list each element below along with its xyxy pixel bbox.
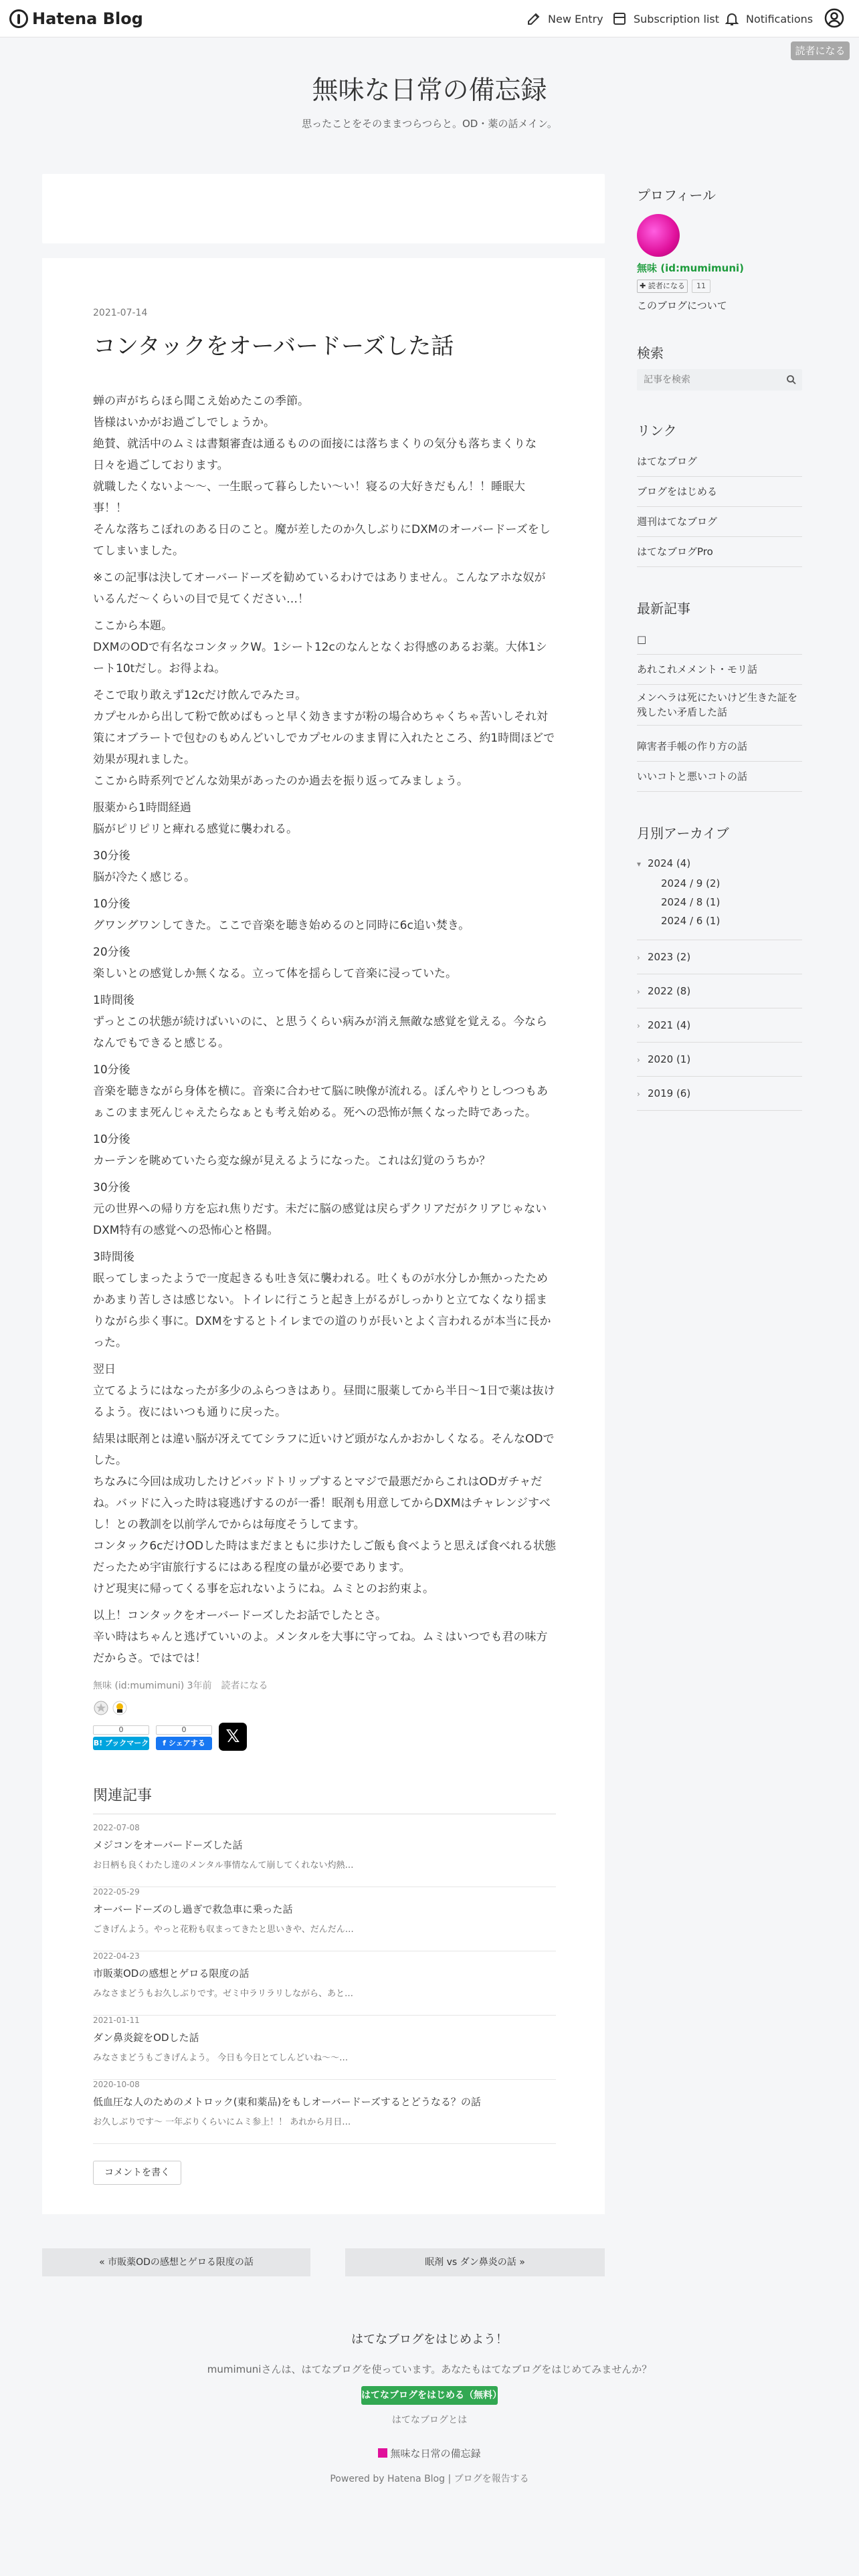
archive-year-label[interactable]: 2022 (8)	[648, 985, 691, 997]
subscription-list-link[interactable]	[611, 8, 719, 29]
next-article-link[interactable]: 眠剤 vs ダン鼻炎の話 »	[345, 2248, 605, 2276]
bell-icon	[724, 11, 740, 27]
reader-avatar-icon[interactable]	[112, 1700, 128, 1716]
facebook-share-button[interactable]: f シェアする	[156, 1737, 212, 1750]
edit-icon	[526, 11, 542, 27]
related-excerpt: お日柄も良くわたし達のメンタル事情なんて崩してくれない灼熱…	[93, 1860, 354, 1870]
recent-post-link[interactable]: 障害者手帳の作り方の話	[637, 732, 802, 762]
article-paragraph: 結果は眠剤とは違い脳が冴えててシラフに近いけど頭がなんかおかしくなる。そんなODでした。 ちなみに今回は成功したけどバッドトリップするとマジで最悪だからこれはODガチャだね。バッドに入った時は寝逃げするのが一番！眠剤も用意してからDXMはチャレンジすべし！との教訓を以前学んでからは毎度そうしてます。 コンタック6cだけODした時はまだまともに歩けたしご飯も食べようと思えば食べれる状態だったため宇宙旅行するにはある程度の量が必要であります。 けど現実に帰ってくる事を忘れないようにね。ムミとのお約束よ。	[93, 1432, 556, 1596]
hatena-logo-icon	[9, 9, 28, 28]
chevron-right-icon: ›	[637, 987, 640, 996]
ad-placeholder	[42, 174, 605, 243]
search-box	[637, 369, 802, 391]
related-article-item[interactable]	[93, 2080, 556, 2144]
subscription-list-label: Subscription list	[634, 12, 719, 25]
article-paragraph: そこで取り敢えず12cだけ飲んでみたヨ。 カプセルから出して粉で飲めばもっと早く効きますが粉の場合めちゃくちゃ苦いしそれ対策にオブラートで包むのもめんどいしでカプセルのまま胃に入れたところ、約1時間ほどで効果が現れました。 ここから時系列でどんな効果があったのか過去を振り返ってみましょう。	[93, 689, 555, 788]
x-share-button[interactable]: 𝕏	[219, 1723, 247, 1751]
facebook-share[interactable]	[156, 1725, 212, 1751]
footer-headline: はてなブログをはじめよう！	[351, 2333, 508, 2347]
related-article-item[interactable]	[93, 1951, 556, 2016]
archive-year-label[interactable]: 2024 (4)	[648, 857, 691, 869]
archive-month-link[interactable]: 2024 / 6 (1)	[661, 915, 721, 927]
article-paragraph: 3時間後 眠ってしまったようで一度起きるも吐き気に襲われる。吐くものが水分しか無かったためかあまり苦しさは感じない。トイレに行こうと起き上がるがしっかりと立てなくなり揺まりながら歩く事に。DXMをするとトイレまでの道のりが長いとよく言われるが本当に長かった。	[93, 1251, 551, 1350]
related-date: 2022-07-08	[93, 1823, 140, 1832]
hatena-blog-logo[interactable]	[9, 8, 143, 29]
archive-month-link[interactable]: 2024 / 8 (1)	[661, 896, 721, 908]
footer-blog-link[interactable]	[0, 2446, 859, 2460]
footer-text: mumimuniさんは、はてなブログを使っています。あなたもはてなブログをはじめてみませんか？	[207, 2363, 652, 2375]
about-hatena-blog-link[interactable]: はてなブログとは	[391, 2415, 468, 2426]
related-articles-heading: 関連記事	[93, 1788, 153, 1804]
search-input[interactable]	[637, 369, 781, 391]
search-icon[interactable]	[786, 374, 797, 385]
archive-year-label[interactable]: 2020 (1)	[648, 1053, 691, 1065]
related-date: 2022-05-29	[93, 1887, 140, 1897]
article-paragraph: 1時間後 ずっとこの状態が続けばいいのに、と思うくらい病みが消え無敵な感覚を覚える。今ならなんでもできると感じる。	[93, 994, 547, 1050]
logo-text: Hatena Blog	[32, 9, 143, 28]
related-title[interactable]: 市販薬ODの感想とゲロる限度の話	[93, 1967, 250, 1979]
archive-year-label[interactable]: 2021 (4)	[648, 1019, 691, 1031]
article-author-line[interactable]: 無味 (id:mumimuni) 3年前 読者になる	[93, 1681, 268, 1691]
related-title[interactable]: オーバードーズのし過ぎで救急車に乗った話	[93, 1903, 293, 1915]
related-article-item[interactable]	[93, 1823, 556, 1887]
add-star-icon[interactable]	[93, 1700, 109, 1716]
chevron-right-icon: ›	[637, 1089, 640, 1099]
article-date[interactable]: 2021-07-14	[93, 308, 148, 318]
footer-blog-name[interactable]: 無味な日常の備忘録	[390, 2448, 481, 2460]
sidebar-link[interactable]: ブログをはじめる	[637, 477, 802, 507]
related-article-item[interactable]	[93, 1887, 556, 1951]
article-paragraph: 翌日 立てるようにはなったが多少のふらつきはあり。昼間に服薬してから半日〜1日で薬は抜けるよう。夜にはいつも通りに戻った。	[93, 1363, 555, 1419]
related-article-item[interactable]	[93, 2016, 556, 2080]
article-paragraph: 服薬から1時間経過 脳がピリピリと痺れる感覚に襲われる。	[93, 801, 298, 836]
notifications-link[interactable]	[724, 8, 813, 29]
archive-year[interactable]	[637, 1008, 802, 1043]
profile-avatar[interactable]	[637, 214, 680, 257]
hatena-bookmark-share[interactable]	[93, 1725, 149, 1751]
profile-reader-count: 11	[692, 280, 710, 293]
article-paragraph: 蝉の声がちらほら聞こえ始めたこの季節。 皆様はいかがお過ごしでしょうか。 絶賛、就活中のムミは書類審査は通るものの面接には落ちまくりの気分も落ちまくりな日々を過ごしております。 就職したくないよ〜〜、一生眠って暮らしたい〜い！寝るの大好きだもん！！睡眠大事！！ そんな落ちこぼれのある日のこと。魔が差したのか久しぶりにDXMのオーバードーズをしてしまいました。	[93, 395, 551, 558]
blog-description: 思ったことをそのままつらつらと。OD・薬の話メイン。	[302, 118, 557, 130]
related-title[interactable]: ダン鼻炎錠をODした話	[93, 2032, 199, 2044]
recent-post-link[interactable]: いいコトと悪いコトの話	[637, 762, 802, 792]
profile-heading: プロフィール	[637, 187, 716, 203]
article-paragraph: 10分後 グワングワンしてきた。ここで音楽を聴き始めるのと同時に6c追い焚き。	[93, 897, 470, 932]
chevron-down-icon: ▾	[637, 859, 642, 869]
related-excerpt: ごきげんよう。やっと花粉も収まってきたと思いきや、だんだん…	[93, 1925, 354, 1935]
blog-favicon-icon	[378, 2448, 387, 2458]
related-excerpt: みなさまどうもお久しぶりです。ゼミ中ラリラリしながら、あと…	[93, 1989, 353, 1999]
archive-year[interactable]	[637, 1043, 802, 1077]
chevron-right-icon: ›	[637, 1055, 640, 1065]
archive-year[interactable]	[637, 1077, 802, 1111]
article-paragraph: 20分後 楽しいとの感覚しか無くなる。立って体を揺らして音楽に浸っていた。	[93, 946, 457, 980]
article-title[interactable]: コンタックをオーバードーズした話	[93, 333, 454, 360]
article-paragraph: 30分後 元の世界への帰り方を忘れ焦りだす。未だに脳の感覚は戻らずクリアだがクリアじゃないDXM特有の感覚への恐怖心と格闘。	[93, 1181, 547, 1237]
profile-follow-button[interactable]: ✚ 読者になる	[637, 280, 688, 293]
related-date: 2021-01-11	[93, 2016, 140, 2025]
archive-year[interactable]	[637, 940, 802, 974]
blog-title[interactable]: 無味な日常の備忘録	[312, 76, 547, 106]
related-title[interactable]: 低血圧な人のためのメトロック(東和薬品)をもしオーバードーズするとどうなる？の話	[93, 2096, 481, 2108]
write-comment-button[interactable]: コメントを書く	[93, 2161, 181, 2185]
related-date: 2020-10-08	[93, 2080, 140, 2089]
sidebar-link[interactable]: 週刊はてなブログ	[637, 507, 802, 537]
hatebu-button[interactable]: B! ブックマーク	[93, 1737, 149, 1750]
become-reader-button[interactable]: 読者になる	[791, 41, 850, 60]
related-excerpt: みなさまどうもごきげんよう。 今日も今日とてしんどいね〜〜…	[93, 2053, 349, 2063]
recent-post-link[interactable]: メンヘラは死にたいけど生きた証を残したい矛盾した話	[637, 685, 802, 726]
new-entry-link[interactable]	[526, 8, 603, 29]
archive-heading: 月別アーカイブ	[637, 825, 729, 841]
archive-year-label[interactable]: 2019 (6)	[648, 1087, 691, 1099]
sidebar-link[interactable]: はてなブログ	[637, 447, 802, 477]
article-paragraph: ここから本題。 DXMのODで有名なコンタックW。1シート12cのなんとなくお得感のあるお薬。大体1シート10tだし。お得よね。	[93, 619, 547, 675]
chevron-right-icon: ›	[637, 1021, 640, 1031]
recent-post-link[interactable]: □	[637, 625, 802, 655]
subscription-icon	[611, 11, 628, 27]
site-footer	[0, 2300, 859, 2576]
chevron-right-icon: ›	[637, 953, 640, 962]
hatebu-count: 0	[93, 1725, 149, 1735]
user-account-icon[interactable]	[824, 8, 844, 28]
related-date: 2022-04-23	[93, 1951, 140, 1961]
new-entry-label: New Entry	[548, 12, 603, 25]
notifications-label: Notifications	[746, 12, 814, 25]
top-bar	[0, 0, 859, 37]
profile-name[interactable]: 無味 (id:mumimuni)	[637, 262, 745, 274]
about-blog-link[interactable]: このブログについて	[637, 300, 727, 312]
article-paragraph: 10分後 音楽を聴きながら身体を横に。音楽に合わせて脳に映像が流れる。ぼんやりとしつつもあぁこのまま死んじゃえたらなぁとも考え始める。死への恐怖が無くなった時であった。	[93, 1063, 548, 1119]
related-title[interactable]: メジコンをオーバードーズした話	[93, 1839, 243, 1851]
archive-year-label[interactable]: 2023 (2)	[648, 951, 691, 963]
start-hatena-blog-button[interactable]: はてなブログをはじめる（無料）	[361, 2386, 498, 2405]
archive-month-link[interactable]: 2024 / 9 (2)	[661, 877, 721, 889]
article-paragraph: 10分後 カーテンを眺めていたら変な線が見えるようになった。これは幻覚のうちか？	[93, 1133, 491, 1168]
related-excerpt: お久しぶりです〜 一年ぶりくらいにムミ参上！！ あれから月日…	[93, 2117, 351, 2127]
links-heading: リンク	[637, 423, 677, 439]
archive-year[interactable]	[637, 974, 802, 1008]
powered-by[interactable]: Powered by Hatena Blog | ブログを報告する	[330, 2474, 529, 2484]
sidebar-link[interactable]: はてなブログPro	[637, 537, 802, 567]
facebook-count: 0	[156, 1725, 212, 1735]
article-card	[42, 258, 605, 2214]
recent-post-link[interactable]: あれこれメメント・モリ話	[637, 655, 802, 685]
article-paragraph: 以上！コンタックをオーバードーズしたお話でしたとさ。 辛い時はちゃんと逃げていいのよ。メンタルを大事に守ってね。ムミはいつでも君の味方だからさ。ではでは！	[93, 1609, 548, 1665]
article-paragraph: ※この記事は決してオーバードーズを勧めているわけではありません。こんなアホな奴がいるんだ〜くらいの目で見てください…！	[93, 571, 546, 606]
prev-article-link[interactable]: « 市販薬ODの感想とゲロる限度の話	[42, 2248, 310, 2276]
search-heading: 検索	[637, 345, 664, 361]
article-body	[93, 391, 556, 1675]
recent-posts-heading: 最新記事	[637, 601, 690, 617]
article-paragraph: 30分後 脳が冷たく感じる。	[93, 849, 195, 884]
